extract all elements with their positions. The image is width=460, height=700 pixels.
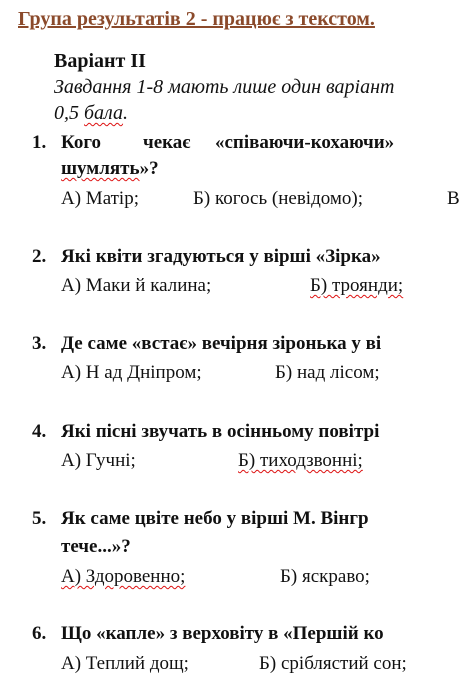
question-5-option-b: Б) яскраво;	[280, 566, 370, 587]
question-4-option-b: Б) тиходзвонні;	[238, 450, 363, 471]
question-1-option-b: Б) когось (невідомо);	[193, 188, 364, 209]
question-number-2: 2.	[32, 246, 47, 267]
question-1-word-3: «співаючи-кохаючи»	[215, 132, 395, 153]
points-value: 0,5	[54, 102, 84, 124]
instructions-line-1: Завдання 1-8 мають лише один варіант	[54, 76, 395, 98]
question-3-option-a: А) Н ад Дніпром;	[61, 362, 202, 383]
question-2-text: Які квіти згадуються у вірші «Зірка»	[61, 246, 381, 267]
variant-title: Варіант ІІ	[54, 50, 146, 72]
question-6-option-a: А) Теплий дощ;	[61, 653, 189, 674]
question-1-word-2: чекає	[143, 132, 191, 153]
question-3-option-b: Б) над лісом;	[275, 362, 380, 383]
question-number-1: 1.	[32, 132, 47, 153]
question-2-option-a: А) Маки й калина;	[61, 275, 212, 296]
points-unit: бала	[84, 102, 124, 124]
question-2-option-b: Б) троянди;	[310, 275, 404, 296]
question-5-option-a: А) Здоровенно;	[61, 566, 186, 587]
question-6-text: Що «капле» з верховіту в «Першій ко	[61, 623, 384, 644]
question-1-word-1: Кого	[61, 132, 101, 153]
question-1-option-c: В	[447, 188, 460, 209]
question-1-line-2-end: »?	[139, 158, 159, 179]
question-1-option-a: А) Матір;	[61, 188, 139, 209]
question-number-6: 6.	[32, 623, 47, 644]
question-5-line-1: Як саме цвіте небо у вірші М. Вінгр	[61, 508, 369, 529]
question-number-4: 4.	[32, 421, 47, 442]
page-heading: Група результатів 2 - працює з текстом.	[18, 8, 375, 30]
question-number-3: 3.	[32, 333, 47, 354]
question-number-5: 5.	[32, 508, 47, 529]
question-1-underlined-word: шумлять	[61, 158, 140, 179]
question-1-line-2	[61, 158, 159, 180]
question-3-text: Де саме «встає» вечірня зіронька у ві	[61, 333, 382, 354]
instructions-period: .	[123, 102, 129, 124]
instructions-line-2	[54, 102, 128, 125]
question-4-text: Які пісні звучать в осінньому повітрі	[61, 421, 380, 442]
question-6-option-b: Б) сріблястий сон;	[259, 653, 407, 674]
question-4-option-a: А) Гучні;	[61, 450, 136, 471]
question-5-line-2: тече...»?	[61, 536, 131, 557]
